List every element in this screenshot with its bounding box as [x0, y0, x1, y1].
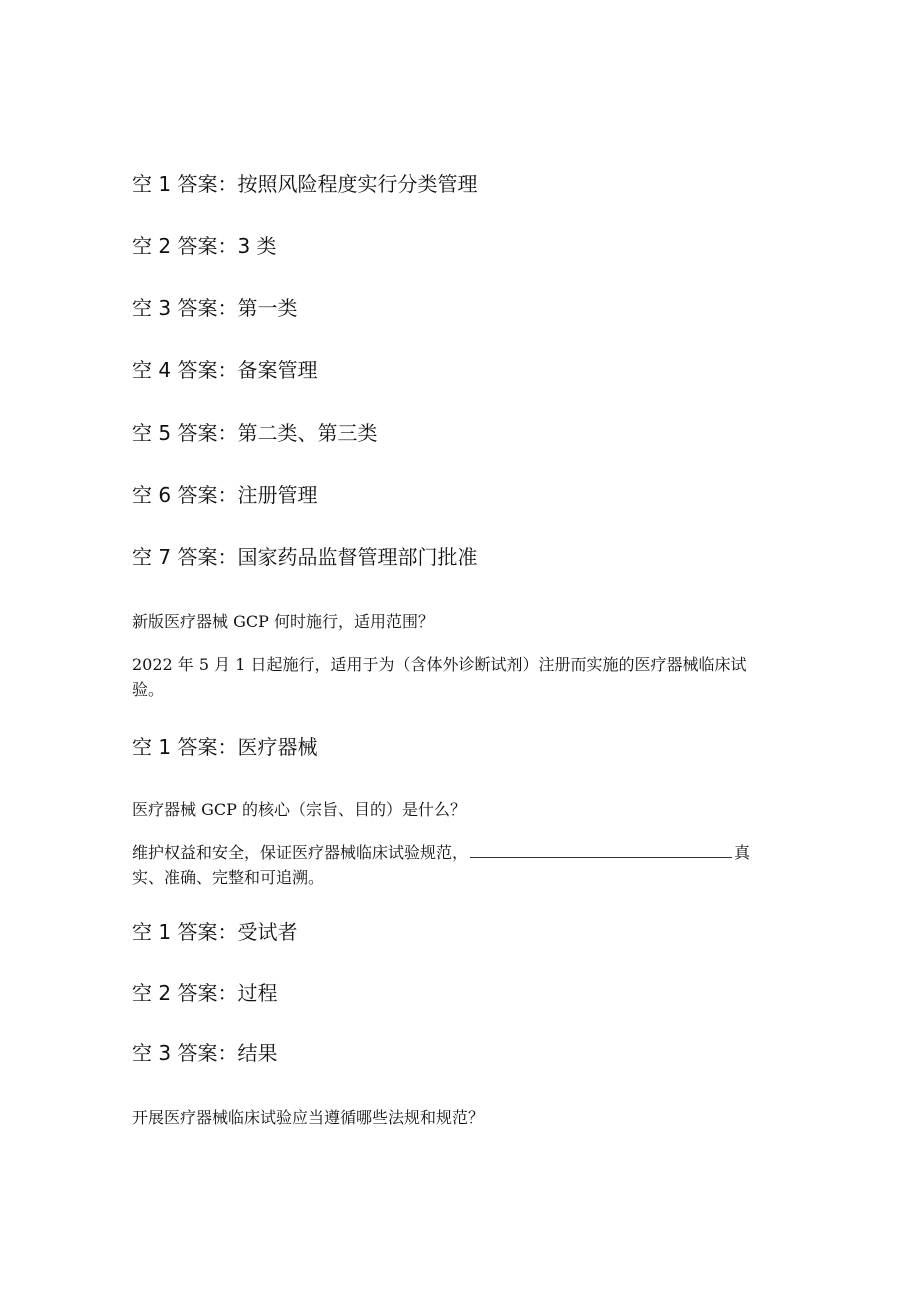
question-text: 医疗器械 GCP 的核心（宗旨、目的）是什么？: [132, 800, 466, 819]
question-text: 开展医疗器械临床试验应当遵循哪些法规和规范？: [132, 1108, 485, 1127]
answer-line: 空 5 答案：第二类、第三类: [132, 421, 378, 445]
answer-line: 空 3 答案：第一类: [132, 296, 298, 320]
answer-line: 空 4 答案：备案管理: [132, 358, 318, 382]
question-text: 新版医疗器械 GCP 何时施行，适用范围？: [132, 612, 434, 631]
answer-line: 空 7 答案：国家药品监督管理部门批准: [132, 545, 478, 569]
paragraph-line: [132, 840, 772, 865]
paragraph-line: 实、准确、完整和可追溯。: [132, 868, 325, 887]
answer-line: 空 6 答案：注册管理: [132, 483, 318, 507]
paragraph-line: 2022 年 5 月 1 日起施行，适用于为（含体外诊断试剂）注册而实施的医疗器械临床试: [132, 655, 747, 674]
paragraph-text: 真: [734, 843, 751, 862]
answer-paragraph: [132, 840, 772, 890]
answer-line: 空 1 答案：按照风险程度实行分类管理: [132, 172, 478, 196]
paragraph-text: 维护权益和安全，保证医疗器械临床试验规范，: [132, 843, 469, 862]
answer-paragraph: [132, 652, 772, 702]
fill-in-blank: [470, 843, 732, 858]
answer-line: 空 2 答案：过程: [132, 981, 278, 1005]
answer-line: 空 1 答案：医疗器械: [132, 735, 318, 759]
answer-line: 空 2 答案：3 类: [132, 234, 277, 258]
answer-line: 空 1 答案：受试者: [132, 920, 298, 944]
paragraph-line: 验。: [132, 680, 165, 699]
answer-line: 空 3 答案：结果: [132, 1041, 278, 1065]
